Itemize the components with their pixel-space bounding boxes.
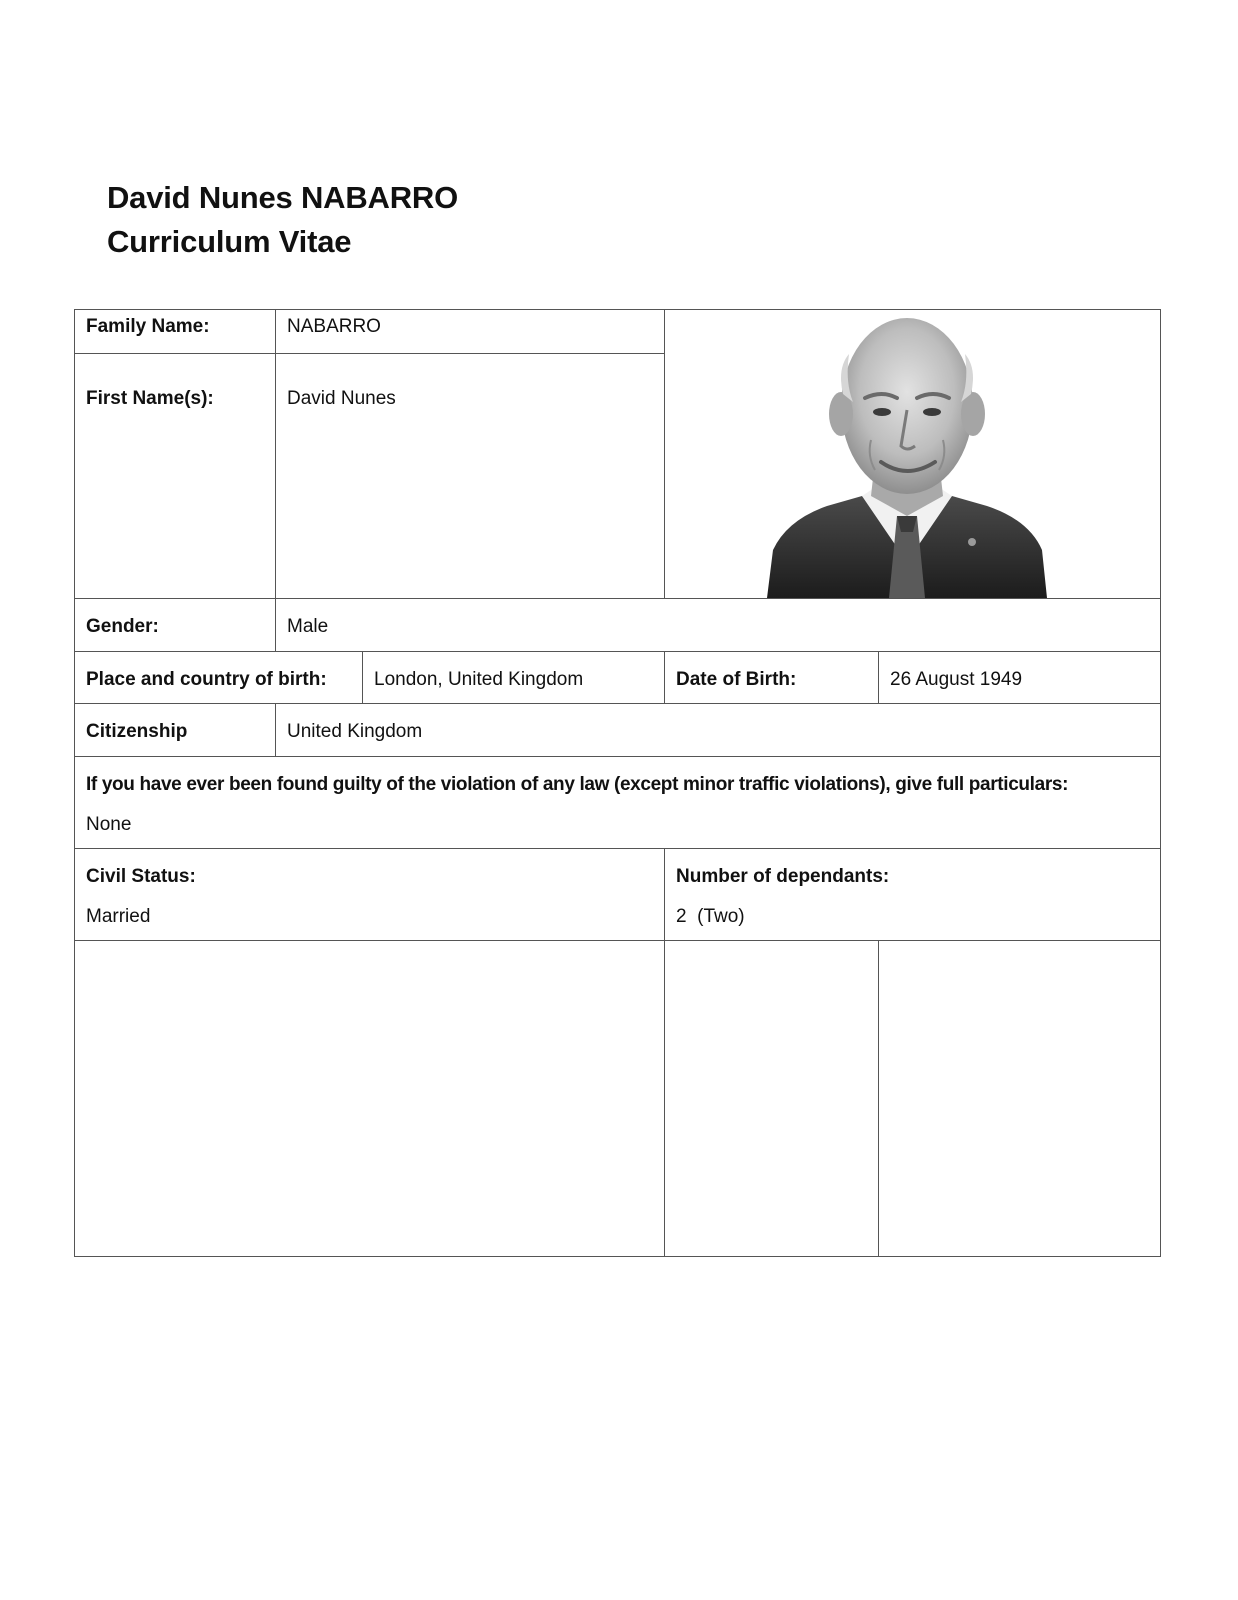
table-border-bottom: [74, 1256, 1161, 1257]
gender-label: Gender:: [86, 616, 159, 637]
date-of-birth-value: 26 August 1949: [890, 669, 1023, 690]
row-divider: [74, 703, 1161, 704]
column-divider: [664, 848, 665, 1257]
row-divider: [74, 848, 1161, 849]
empty-cell: [76, 942, 662, 1254]
column-divider: [362, 651, 363, 704]
column-divider: [878, 651, 879, 704]
column-divider: [275, 703, 276, 757]
first-names-value: David Nunes: [287, 388, 396, 409]
gender-value: Male: [287, 616, 329, 637]
dependants-value: 2 (Two): [676, 906, 745, 927]
table-border-right: [1160, 309, 1161, 1257]
row-divider: [74, 598, 1161, 599]
document-title: [107, 176, 458, 264]
citizenship-value: United Kingdom: [287, 721, 423, 742]
row-divider: [74, 940, 1161, 941]
document-subtitle: Curriculum Vitae: [107, 224, 352, 259]
dependants-label: Number of dependants:: [676, 866, 890, 887]
table-border-left: [74, 309, 75, 1257]
empty-cell: [880, 942, 1158, 1254]
column-divider: [275, 309, 276, 599]
column-divider: [664, 651, 665, 704]
violation-question-label: If you have ever been found guilty of the violation of any law (except minor traffic violations), give full particulars:: [86, 774, 1069, 795]
violation-answer: None: [86, 814, 132, 835]
column-divider: [664, 309, 665, 599]
column-divider: [878, 940, 879, 1257]
portrait-photo: [767, 310, 1047, 598]
empty-cell: [666, 942, 876, 1254]
column-divider: [275, 598, 276, 652]
birthplace-value: London, United Kingdom: [374, 669, 584, 690]
family-name-value: NABARRO: [287, 316, 381, 337]
civil-status-label: Civil Status:: [86, 866, 196, 887]
first-names-label: First Name(s):: [86, 388, 214, 409]
row-divider: [74, 651, 1161, 652]
date-of-birth-label: Date of Birth:: [676, 669, 797, 690]
row-divider: [74, 353, 664, 354]
row-divider: [74, 756, 1161, 757]
person-name: David Nunes NABARRO: [107, 180, 459, 215]
family-name-label: Family Name:: [86, 316, 210, 337]
citizenship-label: Citizenship: [86, 721, 188, 742]
civil-status-value: Married: [86, 906, 151, 927]
birthplace-label: Place and country of birth:: [86, 669, 327, 690]
